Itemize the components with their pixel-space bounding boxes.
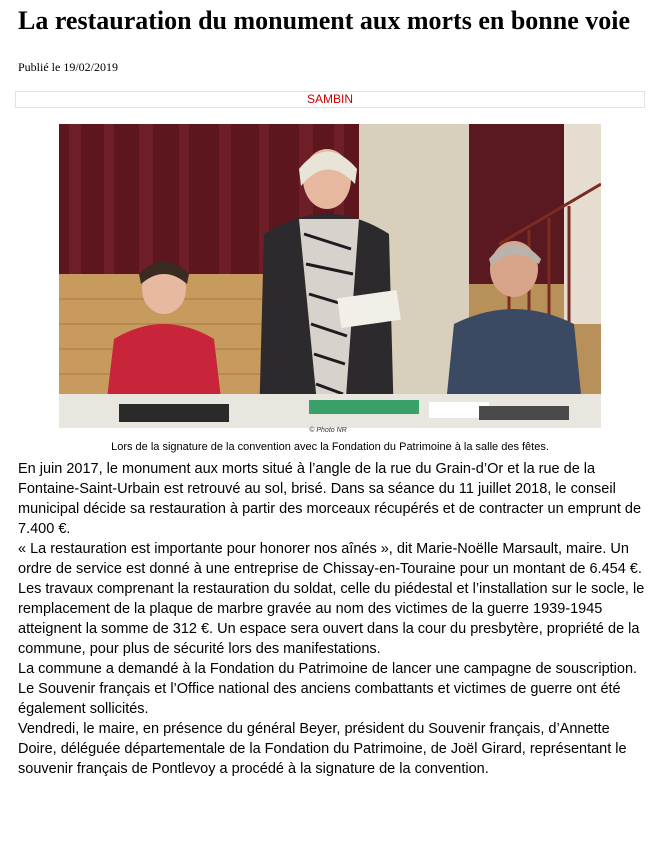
- photo-caption: Lors de la signature de la convention avec la Fondation du Patrimoine à la salle des fêtes.: [111, 441, 549, 453]
- body-paragraph: En juin 2017, le monument aux morts situé à l’angle de la rue du Grain-d’Or et la rue de la Fontaine-Saint-Urbain est retrouvé au sol, brisé. Dans sa séance du 11 juillet 2018, le conseil municipal décide sa restauration à partir des morceaux récupérés et de contracter un emprunt de 7.400 €.: [18, 461, 642, 537]
- publish-date: Publié le 19/02/2019: [18, 60, 118, 74]
- body-paragraph: La commune a demandé à la Fondation du Patrimoine de lancer une campagne de souscription. Le Souvenir français et l’Office national des anciens combattants et victimes de guerre ont été également sollicités.: [18, 661, 638, 717]
- section-label[interactable]: SAMBIN: [15, 91, 645, 108]
- photo-credit: © Photo NR: [309, 427, 347, 434]
- article-title: La restauration du monument aux morts en bonne voie: [18, 6, 631, 35]
- article-body: [18, 459, 648, 779]
- body-paragraph: Vendredi, le maire, en présence du général Beyer, président du Souvenir français, d’Annette Doire, déléguée départementale de la Fondation du Patrimoine, de Joël Girard, représentant le souvenir français de Pontlevoy a procédé à la signature de la convention.: [18, 721, 627, 777]
- article-photo: [59, 124, 601, 428]
- body-paragraph: « La restauration est importante pour honorer nos aînés », dit Marie-Noëlle Marsault, maire. Un ordre de service est donné à une entreprise de Chissay-en-Touraine pour un montant de 6.454 €. Les travaux comprenant la restauration du soldat, celle du piédestal et l’installation sur le socle, le remplacement de la plaque de marbre gravée au nom des victimes de la guerre 1939-1945 atteignent la somme de 312 €. Un espace sera ouvert dans la cour du presbytère, propriété de la commune, pour plus de sécurité lors des manifestations.: [18, 541, 645, 657]
